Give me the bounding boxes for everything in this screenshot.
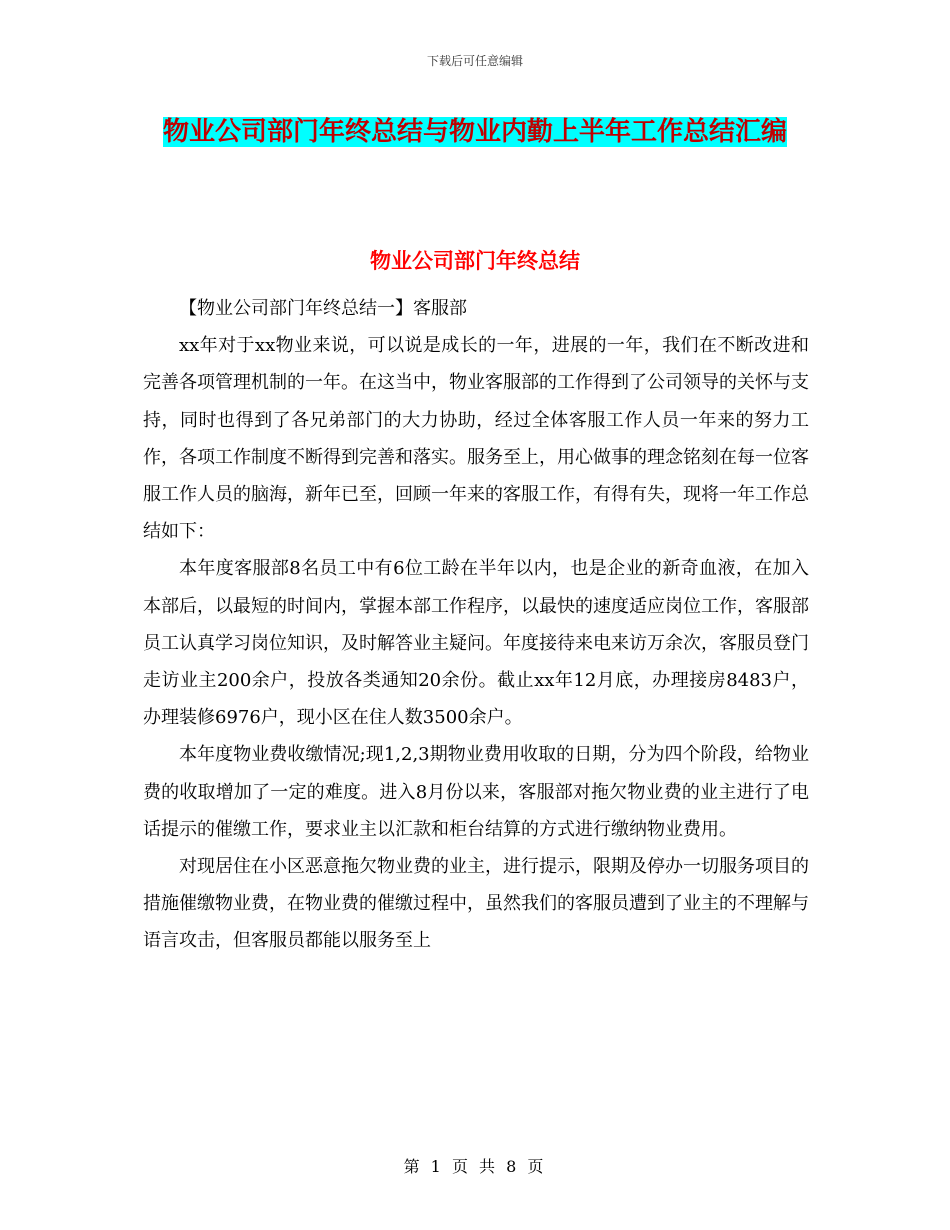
paragraph: 对现居住在小区恶意拖欠物业费的业主，进行提示，限期及停办一切服务项目的措施催缴物业费，在物业费的催缴过程中，虽然我们的客服员遭到了业主的不理解与语言攻击，但客服员都能以服务至上 (143, 856, 809, 952)
paragraph: 本年度客服部8名员工中有6位工龄在半年以内，也是企业的新奇血液，在加入本部后，以最短的时间内，掌握本部工作程序，以最快的速度适应岗位工作，客服部员工认真学习岗位知识，及时解答业主疑问。年度接待来电来访万余次，客服员登门走访业主200余户，投放各类通知20余份。截止xx年12月底，办理接房8483户，办理装修6976户，现小区在住人数3500余户。 (143, 558, 809, 729)
paragraph: xx年对于xx物业来说，可以说是成长的一年，进展的一年，我们在不断改进和完善各项管理机制的一年。在这当中，物业客服部的工作得到了公司领导的关怀与支持，同时也得到了各兄弟部门的大力协助，经过全体客服工作人员一年来的努力工作，各项工作制度不断得到完善和落实。服务至上，用心做事的理念铭刻在每一位客服工作人员的脑海，新年已至，回顾一年来的客服工作，有得有失，现将一年工作总结如下： (143, 335, 809, 543)
page-number-footer: 第 1 页 共 8 页 (403, 1157, 547, 1176)
document-body (143, 290, 809, 960)
section-title: 物业公司部门年终总结 (370, 249, 580, 273)
document-title-text: 物业公司部门年终总结与物业内勤上半年工作总结汇编 (162, 117, 787, 147)
paragraph: 本年度物业费收缴情况;现1,2,3期物业费用收取的日期，分为四个阶段，给物业费的收取增加了一定的难度。进入8月份以来，客服部对拖欠物业费的业主进行了电话提示的催缴工作，要求业主以汇款和柜台结算的方式进行缴纳物业费用。 (143, 744, 809, 840)
header-note: 下载后可任意编辑 (426, 54, 523, 68)
document-title (130, 108, 820, 156)
paragraph-heading: 【物业公司部门年终总结一】客服部 (179, 298, 467, 319)
